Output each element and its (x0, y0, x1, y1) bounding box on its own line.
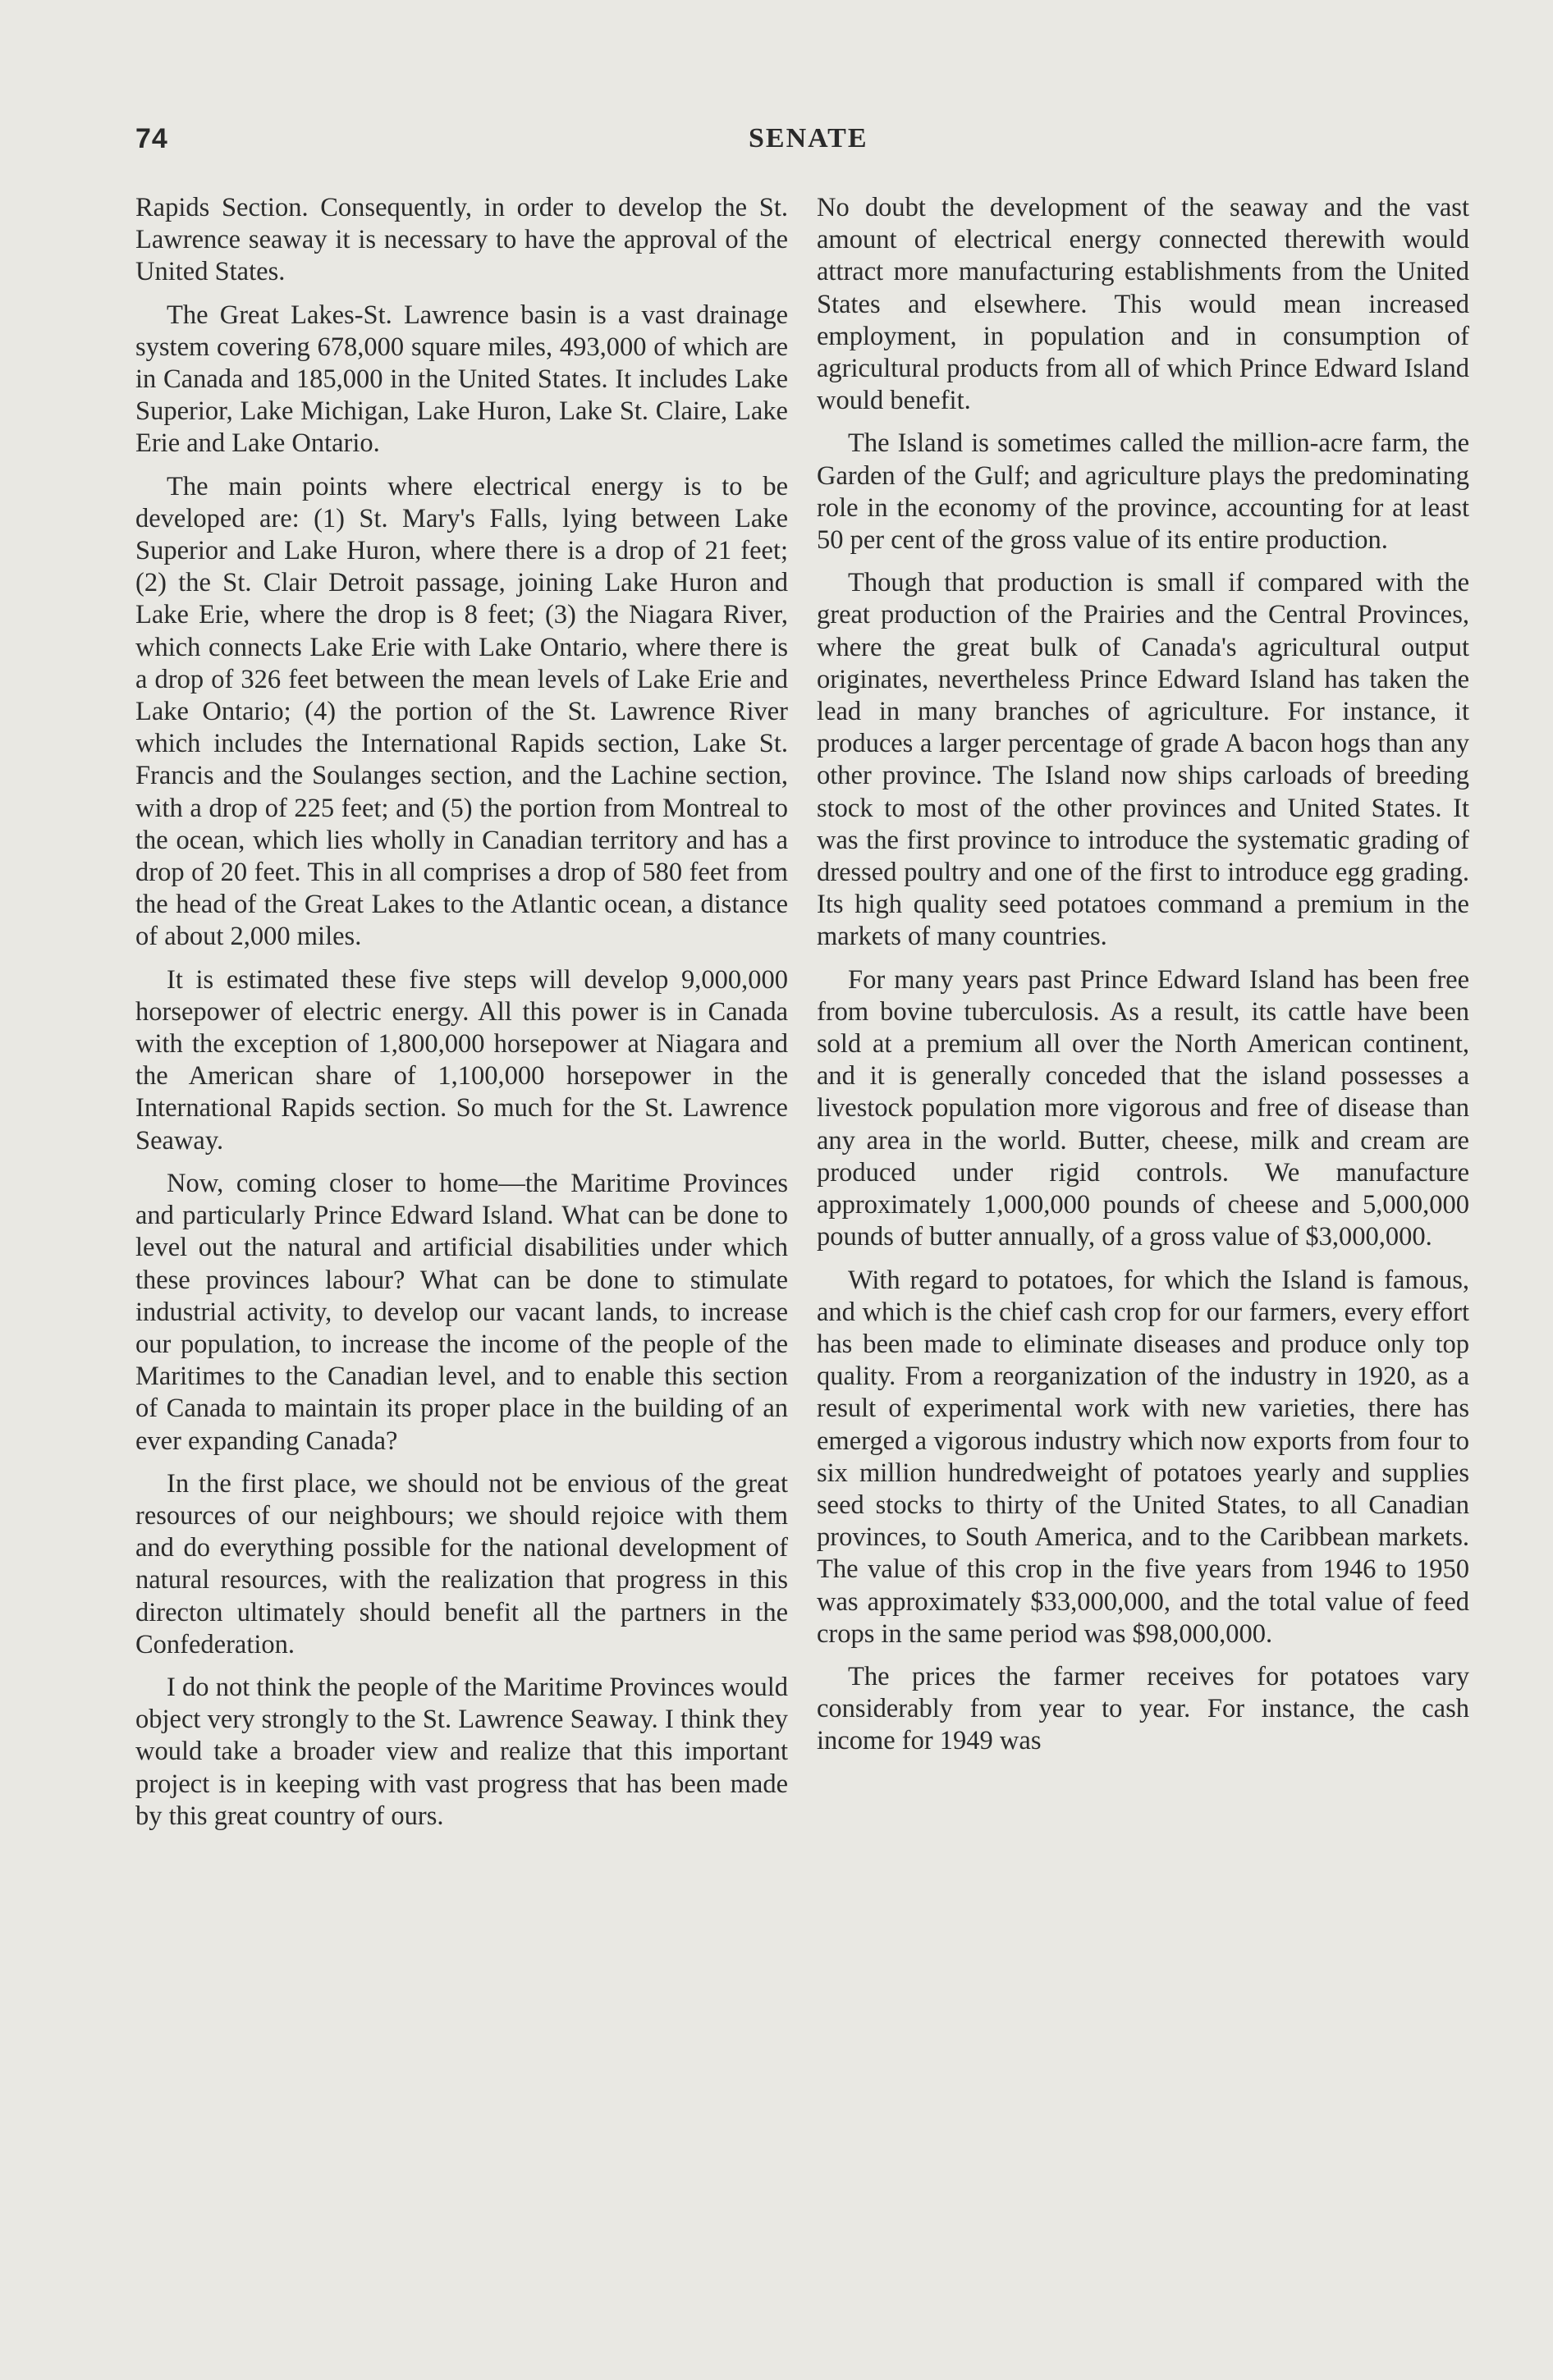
page-header (135, 123, 1473, 164)
paragraph: The Island is sometimes called the million-acre farm, the Garden of the Gulf; and agriculture plays the predominating role in the economy of the province, accounting for at least 50 per cent of the gross value of its entire production. (817, 428, 1469, 556)
paragraph: Rapids Section. Consequently, in order to develop the St. Lawrence seaway it is necessary to have the approval of the United States. (135, 193, 788, 287)
paragraph: Though that production is small if compared with the great production of the Prairies and the Central Provinces, where the great bulk of Canada's agricultural output originates, nevertheless Prince Edward Island has taken the lead in many branches of agriculture. For instance, it produces a larger percentage of grade A bacon hogs than any other province. The Island now ships carloads of breeding stock to most of the other provinces and United States. It was the first province to introduce the systematic grading of dressed poultry and one of the first to introduce egg grading. Its high quality seed potatoes command a premium in the markets of many countries. (817, 568, 1469, 952)
paragraph: No doubt the development of the seaway and the vast amount of electrical energy connected therewith would attract more manufacturing establishments from the United States and elsewhere. This would mean increased employment, in population and in consumption of agricultural products from all of which Prince Edward Island would benefit. (817, 193, 1469, 416)
right-column (817, 192, 1469, 1758)
paragraph: It is estimated these five steps will develop 9,000,000 horsepower of electric energy. All this power is in Canada with the exception of 1,800,000 horsepower at Niagara and the American share of 1,100,000 horsepower in the International Rapids section. So much for the St. Lawrence Seaway. (135, 964, 788, 1156)
page-number: 74 (135, 123, 168, 154)
paragraph: With regard to potatoes, for which the Island is famous, and which is the chief cash crop for our farmers, every effort has been made to eliminate diseases and produce only top quality. From a reorganization of the industry in 1920, as a result of experimental work with new varieties, there has emerged a vigorous industry which now exports from four to six million hundredweight of potatoes yearly and supplies seed stocks to thirty of the United States, to all Canadian provinces, to South America, and to the Caribbean markets. The value of this crop in the five years from 1946 to 1950 was approximately $33,000,000, and the total value of feed crops in the same period was $98,000,000. (817, 1265, 1469, 1649)
left-column (135, 192, 788, 1833)
paragraph: Now, coming closer to home—the Maritime Provinces and particularly Prince Edward Island. What can be done to level out the natural and artificial disabilities under which these provinces labour? What can be done to stimulate industrial activity, to develop our vacant lands, to increase our population, to increase the income of the people of the Maritimes to the Canadian level, and to enable this section of Canada to maintain its proper place in the building of an ever expanding Canada? (135, 1168, 788, 1456)
paragraph: For many years past Prince Edward Island has been free from bovine tuberculosis. As a result, its cattle have been sold at a premium all over the North American continent, and it is generally conceded that the island possesses a livestock population more vigorous and free of disease than any area in the world. Butter, cheese, milk and cream are produced under rigid controls. We manufacture approximately 1,000,000 pounds of cheese and 5,000,000 pounds of butter annually, of a gross value of $3,000,000. (817, 964, 1469, 1252)
paragraph: The prices the farmer receives for potatoes vary considerably from year to year. For instance, the cash income for 1949 was (817, 1661, 1469, 1756)
paragraph: I do not think the people of the Maritime Provinces would object very strongly to the St. Lawrence Seaway. I think they would take a broader view and realize that this important project is in keeping with vast progress that has been made by this great country of ours. (135, 1672, 788, 1831)
paragraph: In the first place, we should not be envious of the great resources of our neighbours; we should rejoice with them and do everything possible for the national development of natural resources, with the realization that progress in this directon ultimately should benefit all the partners in the Confederation. (135, 1468, 788, 1659)
paragraph: The Great Lakes-St. Lawrence basin is a vast drainage system covering 678,000 square miles, 493,000 of which are in Canada and 185,000 in the United States. It includes Lake Superior, Lake Michigan, Lake Huron, Lake St. Claire, Lake Erie and Lake Ontario. (135, 300, 788, 459)
paragraph: The main points where electrical energy is to be developed are: (1) St. Mary's Falls, lying between Lake Superior and Lake Huron, where there is a drop of 21 feet; (2) the St. Clair Detroit passage, joining Lake Huron and Lake Erie, where the drop is 8 feet; (3) the Niagara River, which connects Lake Erie with Lake Ontario, where there is a drop of 326 feet between the mean levels of Lake Erie and Lake Ontario; (4) the portion of the St. Lawrence River which includes the International Rapids section, Lake St. Francis and the Soulanges section, and the Lachine section, with a drop of 225 feet; and (5) the portion from Montreal to the ocean, which lies wholly in Canadian territory and has a drop of 20 feet. This in all comprises a drop of 580 feet from the head of the Great Lakes to the Atlantic ocean, a distance of about 2,000 miles. (135, 471, 788, 952)
running-head-title: SENATE (749, 123, 868, 153)
